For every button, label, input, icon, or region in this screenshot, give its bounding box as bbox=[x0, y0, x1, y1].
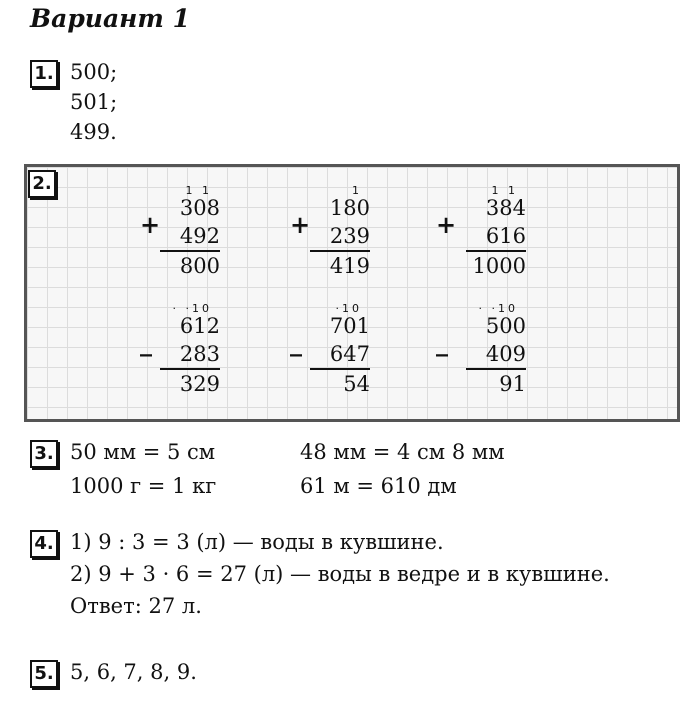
addend-2: 616 bbox=[466, 224, 526, 252]
borrow-marks: · ·10 bbox=[478, 302, 518, 315]
task-1-number: 1. bbox=[30, 60, 58, 88]
subtrahend: 647 bbox=[310, 342, 370, 370]
conversion-3: 48 мм = 4 см 8 мм bbox=[300, 440, 505, 464]
addend-2: 239 bbox=[310, 224, 370, 252]
addend-1: 384 bbox=[485, 196, 526, 220]
addition-column-1 bbox=[140, 184, 220, 294]
plus-sign: + bbox=[436, 210, 457, 239]
minuend: 500 bbox=[485, 314, 526, 338]
subtraction-column-2 bbox=[290, 302, 370, 412]
addition-column-3 bbox=[436, 184, 526, 294]
answer-line: Ответ: 27 л. bbox=[70, 594, 202, 618]
addition-column-2 bbox=[290, 184, 370, 294]
task-1-line-2: 501; bbox=[70, 90, 118, 114]
borrow-marks: ·10 bbox=[335, 302, 362, 315]
carry-marks: 1 1 bbox=[185, 184, 212, 197]
conversion-1: 50 мм = 5 см bbox=[70, 440, 216, 464]
plus-sign: + bbox=[290, 210, 311, 239]
difference-result: 91 bbox=[499, 372, 526, 396]
conversion-4: 61 м = 610 дм bbox=[300, 474, 457, 498]
sum-result: 800 bbox=[179, 254, 220, 278]
task-1-line-1: 500; bbox=[70, 60, 118, 84]
task-5-number: 5. bbox=[30, 660, 58, 688]
solution-step-2: 2) 9 + 3 · 6 = 27 (л) — воды в ведре и в кувшине. bbox=[70, 562, 610, 586]
subtrahend: 409 bbox=[466, 342, 526, 370]
difference-result: 329 bbox=[179, 372, 220, 396]
task-1-line-3: 499. bbox=[70, 120, 117, 144]
sum-result: 419 bbox=[329, 254, 370, 278]
addend-2: 492 bbox=[160, 224, 220, 252]
subtraction-column-3 bbox=[436, 302, 526, 412]
difference-result: 54 bbox=[343, 372, 370, 396]
subtraction-column-1 bbox=[140, 302, 220, 412]
conversion-2: 1000 г = 1 кг bbox=[70, 474, 217, 498]
addend-1: 308 bbox=[179, 196, 220, 220]
minus-sign: _ bbox=[290, 328, 302, 357]
carry-marks: 1 1 bbox=[491, 184, 518, 197]
plus-sign: + bbox=[140, 210, 161, 239]
task-5-answer: 5, 6, 7, 8, 9. bbox=[70, 660, 197, 684]
solution-step-1: 1) 9 : 3 = 3 (л) — воды в кувшине. bbox=[70, 530, 444, 554]
addend-1: 180 bbox=[329, 196, 370, 220]
task-2-number: 2. bbox=[28, 170, 56, 198]
borrow-marks: · ·10 bbox=[172, 302, 212, 315]
task-3-number: 3. bbox=[30, 440, 58, 468]
minuend: 612 bbox=[179, 314, 220, 338]
minuend: 701 bbox=[329, 314, 370, 338]
carry-marks: 1 bbox=[352, 184, 362, 197]
sum-result: 1000 bbox=[472, 254, 526, 278]
page-title: Вариант 1 bbox=[30, 4, 190, 33]
minus-sign: _ bbox=[140, 328, 152, 357]
task-4-number: 4. bbox=[30, 530, 58, 558]
minus-sign: _ bbox=[436, 328, 448, 357]
subtrahend: 283 bbox=[160, 342, 220, 370]
